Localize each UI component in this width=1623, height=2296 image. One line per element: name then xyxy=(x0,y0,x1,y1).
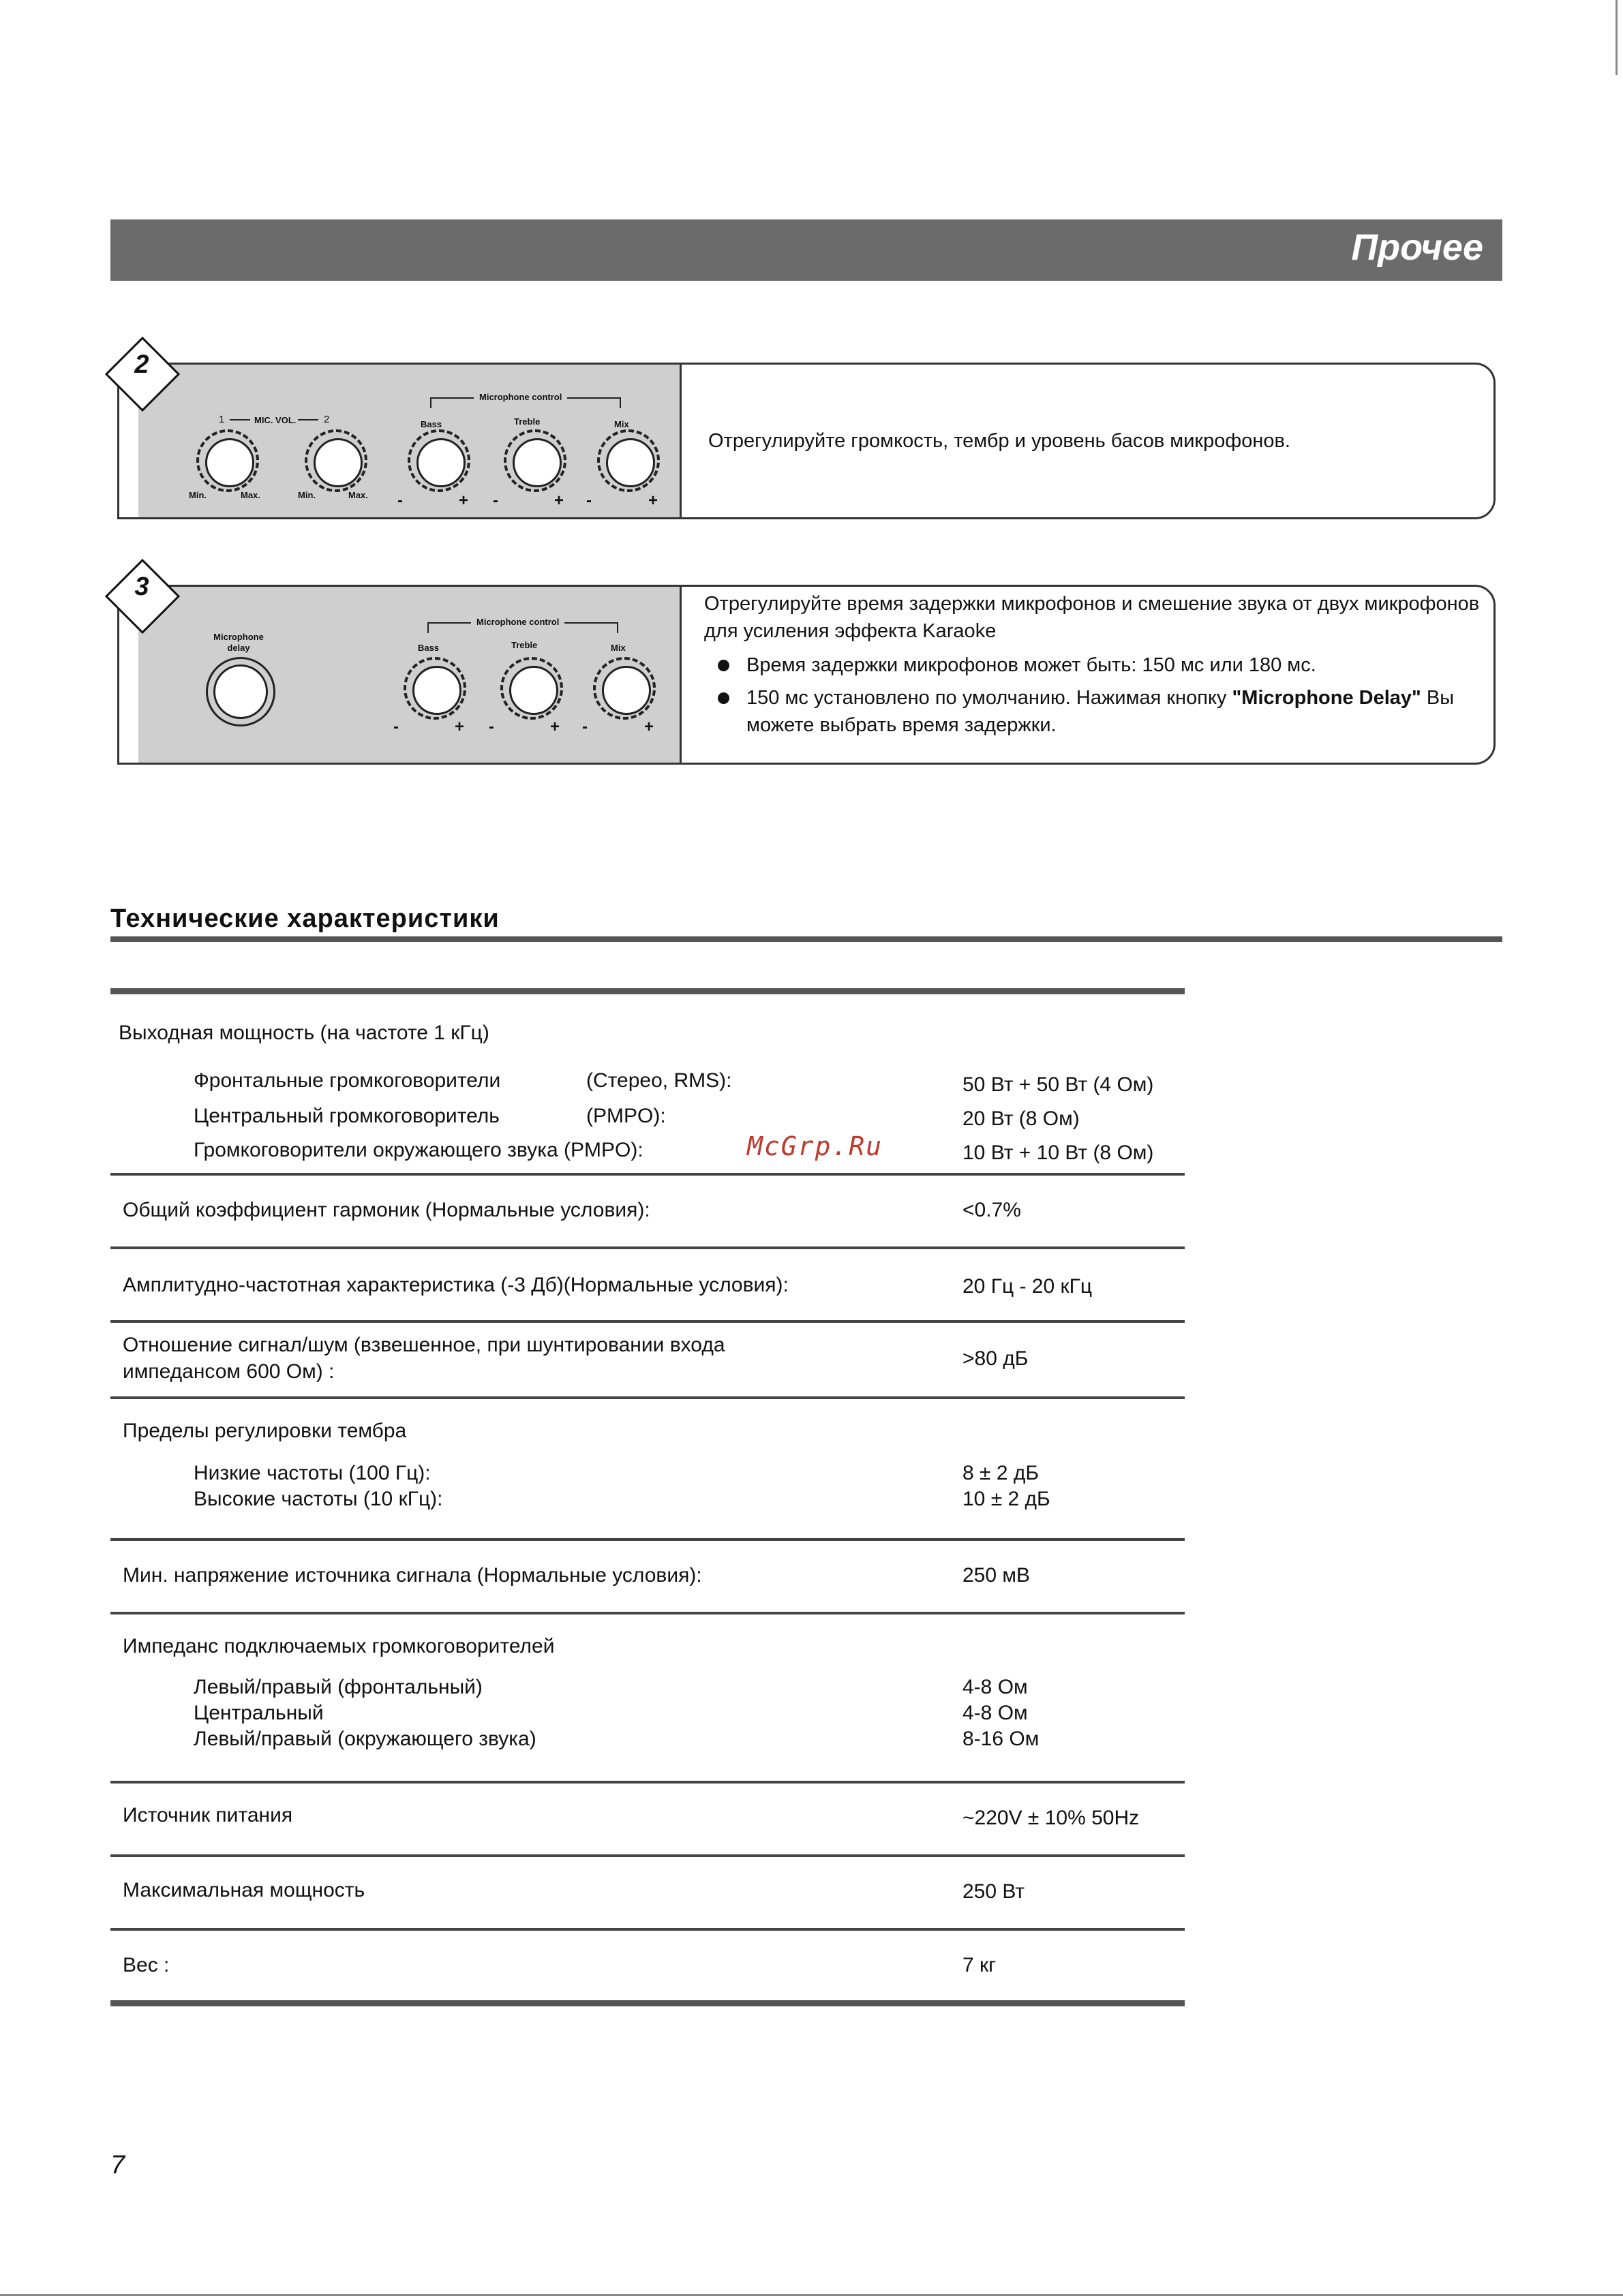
mic-vol-1-label: 1 xyxy=(219,414,225,425)
bullet-2-prefix: 150 мс установлено по умолчанию. Нажимая кнопку xyxy=(746,687,1232,709)
mix-minus-label: - xyxy=(586,491,592,510)
spec-sub-label: Левый/правый (фронтальный) xyxy=(194,1676,483,1698)
mic-control-label: Microphone control xyxy=(471,617,564,627)
spec-label: Вес : xyxy=(123,1954,170,1976)
treble-label: Treble xyxy=(511,640,538,650)
mix-minus-label: - xyxy=(582,718,588,736)
treble-plus-label: + xyxy=(554,491,564,510)
spec-label: Амплитудно-частотная характеристика (-3 Дб)(Нормальные условия): xyxy=(123,1274,789,1296)
spec-row-snr xyxy=(110,1323,1185,1399)
mix-plus-label: + xyxy=(644,718,654,736)
mic-delay-label-line2: delay xyxy=(227,643,250,653)
front-panel-mic-controls xyxy=(138,365,682,517)
spec-value: >80 дБ xyxy=(962,1347,1029,1370)
spec-row-max-power xyxy=(110,1857,1185,1931)
spec-sub-label: Центральный xyxy=(194,1702,324,1724)
mic-vol-1-knob[interactable] xyxy=(205,438,254,487)
step-3-intro: Отрегулируйте время задержки микрофонов и смешение звука от двух микрофонов для усиления эффекта Karaoke xyxy=(704,593,1480,642)
bullet-2-suffix: Вы можете выбрать время задержки. xyxy=(746,687,1455,736)
spec-label: Максимальная мощность xyxy=(123,1879,365,1901)
treble-label: Treble xyxy=(514,416,541,427)
spec-row-weight xyxy=(110,1931,1185,2000)
step-3-number: 3 xyxy=(134,572,149,601)
spec-row-tone-controls xyxy=(110,1399,1185,1541)
bass-label: Bass xyxy=(421,419,442,429)
spec-value: 7 кг xyxy=(962,1954,997,1976)
spec-row-min-voltage xyxy=(110,1541,1185,1614)
bass-label: Bass xyxy=(418,643,440,653)
spec-sub-mode: (Стерео, RMS): xyxy=(586,1069,732,1092)
mic-vol-bracket-right xyxy=(298,419,318,420)
spec-value: 4-8 Ом xyxy=(962,1676,1028,1698)
treble-knob[interactable] xyxy=(509,666,558,715)
spec-sub-label: Левый/правый (окружающего звука) xyxy=(194,1728,536,1750)
spec-value: 250 Вт xyxy=(962,1880,1025,1903)
mic-vol-1-max-label: Max. xyxy=(241,490,260,500)
microphone-delay-button-name: "Microphone Delay" xyxy=(1232,687,1421,709)
spec-sub-label: Громкоговорители окружающего звука (PMPO): xyxy=(194,1139,643,1161)
mix-knob[interactable] xyxy=(606,438,655,487)
spec-value: 10 ± 2 дБ xyxy=(962,1488,1050,1510)
step-3-bullet-1: Время задержки микрофонов может быть: 150 мс или 180 мс. xyxy=(704,652,1488,679)
mic-control-label: Microphone control xyxy=(474,392,567,402)
mix-knob[interactable] xyxy=(602,666,651,715)
page-number: 7 xyxy=(110,2151,125,2179)
front-panel-mic-delay xyxy=(138,587,682,763)
watermark: McGrp.Ru xyxy=(747,1131,883,1161)
mic-delay-label-line1: Microphone xyxy=(213,632,264,642)
spec-value: ~220V ± 10% 50Hz xyxy=(962,1807,1140,1829)
mic-delay-button[interactable] xyxy=(213,664,268,719)
bass-minus-label: - xyxy=(397,491,403,510)
step-2-number: 2 xyxy=(134,350,149,379)
spec-row-frequency-response xyxy=(110,1249,1185,1323)
spec-value: 50 Вт + 50 Вт (4 Ом) xyxy=(962,1073,1154,1096)
spec-label: Пределы регулировки тембра xyxy=(123,1420,407,1442)
spec-sub-mode: (PMPO): xyxy=(586,1105,666,1127)
spec-value: 20 Гц - 20 кГц xyxy=(962,1275,1093,1298)
bass-knob[interactable] xyxy=(412,666,461,715)
specs-heading: Технические характеристики xyxy=(110,904,500,933)
step-3-bullets xyxy=(704,652,1488,739)
spec-label: импедансом 600 Ом) : xyxy=(123,1360,335,1383)
specs-table xyxy=(110,988,1185,2006)
mix-label: Mix xyxy=(614,419,629,429)
specs-heading-rule xyxy=(110,936,1502,942)
bass-knob[interactable] xyxy=(416,438,466,487)
treble-minus-label: - xyxy=(493,491,498,510)
step-3-description xyxy=(704,590,1488,739)
spec-label: Отношение сигнал/шум (взвешенное, при шунтировании входа xyxy=(123,1334,725,1356)
spec-value: <0.7% xyxy=(962,1199,1021,1221)
spec-value: 8 ± 2 дБ xyxy=(962,1462,1040,1484)
spec-label: Мин. напряжение источника сигнала (Нормальные условия): xyxy=(123,1564,702,1587)
bass-plus-label: + xyxy=(459,491,469,510)
spec-sub-label: Низкие частоты (100 Гц): xyxy=(194,1462,431,1484)
bass-plus-label: + xyxy=(455,718,465,736)
spec-label: Импеданс подключаемых громкоговорителей xyxy=(123,1635,555,1657)
mic-vol-2-max-label: Max. xyxy=(348,490,368,500)
spec-label: Общий коэффициент гармоник (Нормальные условия): xyxy=(123,1199,650,1221)
mic-vol-2-knob[interactable] xyxy=(314,438,363,487)
spec-sub-label: Фронтальные громкоговорители xyxy=(194,1069,501,1092)
treble-minus-label: - xyxy=(489,718,494,736)
spec-value: 4-8 Ом xyxy=(962,1702,1028,1724)
step-3-bullet-2 xyxy=(704,684,1488,739)
spec-value: 10 Вт + 10 Вт (8 Ом) xyxy=(962,1142,1154,1164)
spec-value: 8-16 Ом xyxy=(962,1728,1040,1750)
mic-vol-2-min-label: Min. xyxy=(298,490,316,500)
spec-value: 250 мВ xyxy=(962,1564,1031,1587)
step-2-description: Отрегулируйте громкость, тембр и уровень басов микрофонов. xyxy=(708,430,1290,452)
spec-label: Источник питания xyxy=(123,1804,293,1826)
step-2 xyxy=(117,363,1496,519)
mic-vol-label: MIC. VOL. xyxy=(254,415,297,425)
mic-vol-1-min-label: Min. xyxy=(189,490,207,500)
treble-plus-label: + xyxy=(550,718,560,736)
page-edge-top-right xyxy=(1616,0,1618,75)
spec-value: 20 Вт (8 Ом) xyxy=(962,1107,1080,1130)
mix-plus-label: + xyxy=(648,491,658,510)
spec-row-output-power xyxy=(110,994,1185,1176)
mix-label: Mix xyxy=(611,643,626,653)
mic-vol-bracket-left xyxy=(230,419,250,420)
section-title: Прочее xyxy=(1351,227,1483,268)
spec-label: Выходная мощность (на частоте 1 кГц) xyxy=(119,1022,489,1044)
spec-row-impedance xyxy=(110,1614,1185,1784)
treble-knob[interactable] xyxy=(513,438,562,487)
step-3 xyxy=(117,585,1496,765)
spec-row-power-source xyxy=(110,1784,1185,1857)
spec-sub-label: Центральный громкоговоритель xyxy=(194,1105,500,1127)
spec-row-thd xyxy=(110,1176,1185,1249)
bass-minus-label: - xyxy=(393,718,399,736)
section-header-bar xyxy=(110,219,1502,281)
spec-sub-label: Высокие частоты (10 кГц): xyxy=(194,1488,443,1510)
mic-vol-2-label: 2 xyxy=(324,414,330,425)
